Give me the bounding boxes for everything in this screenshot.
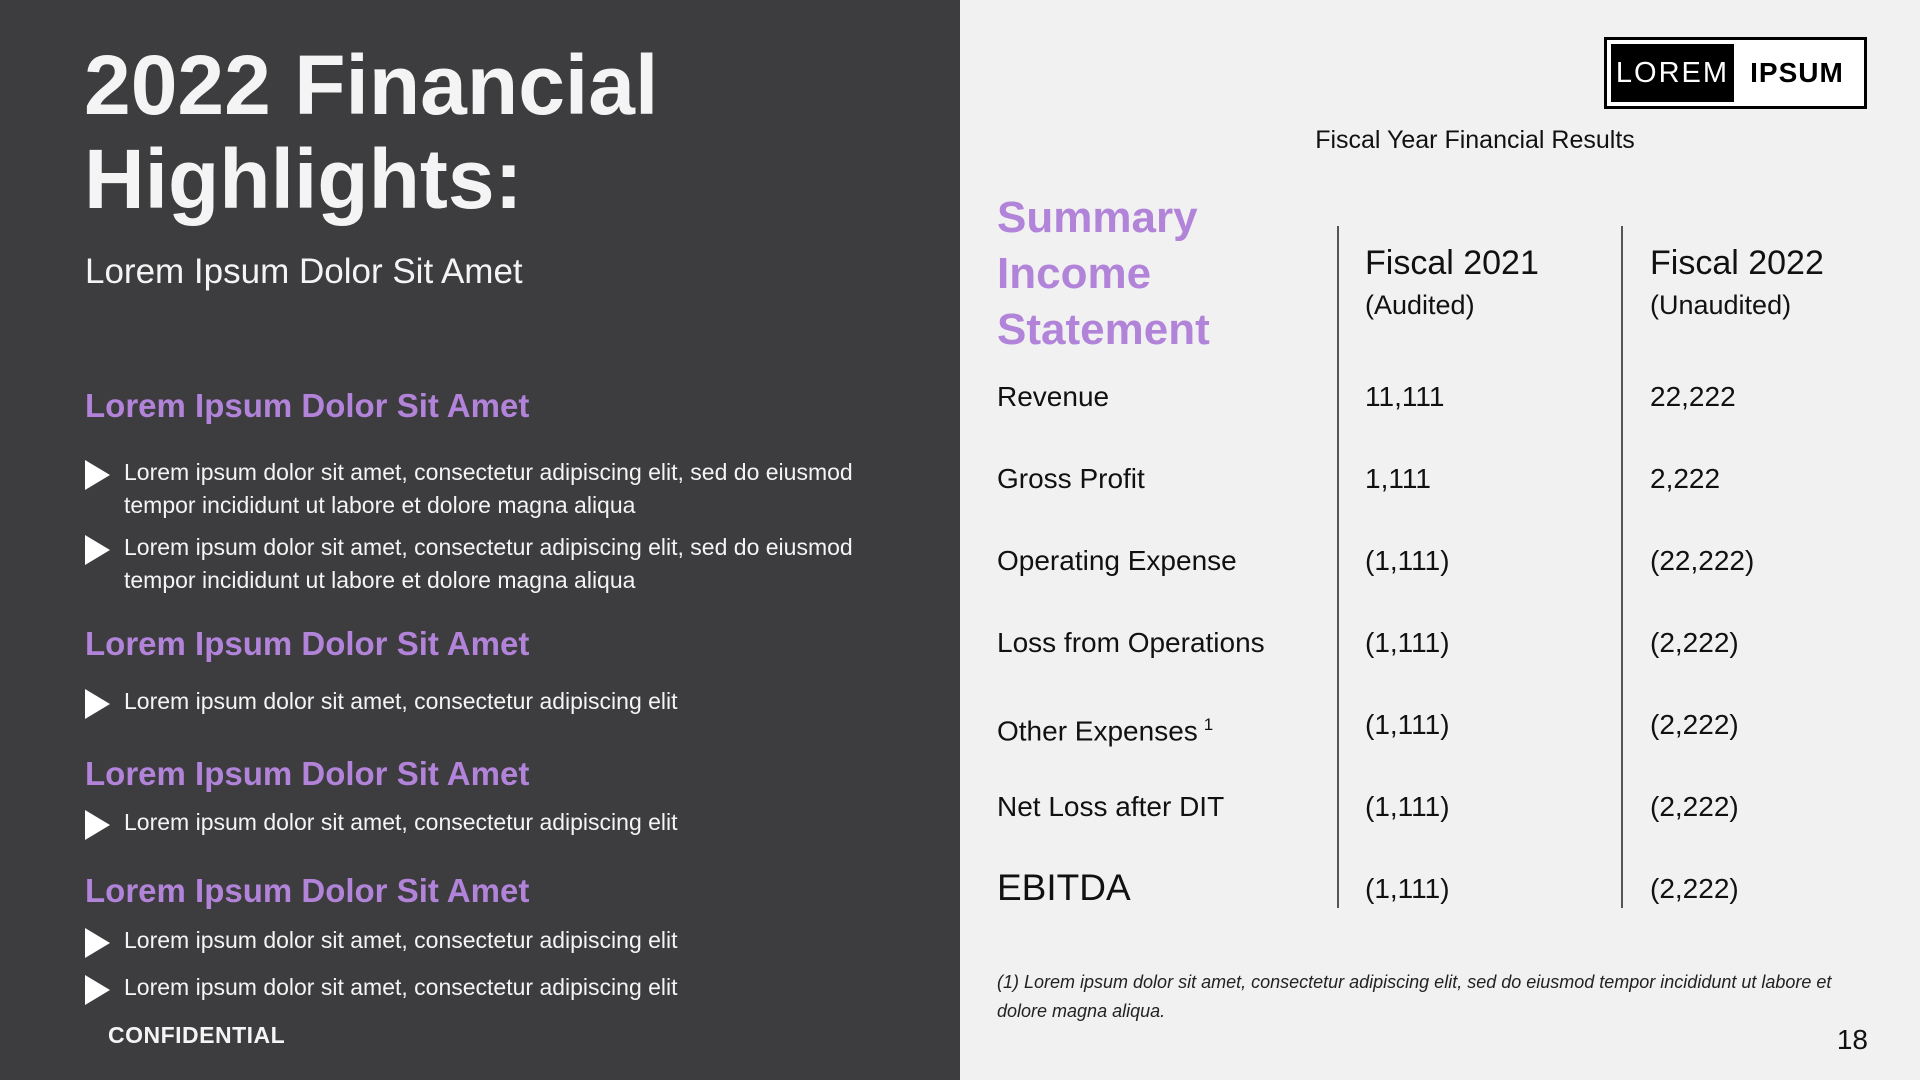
cell-fy2021: 11,111 [1365,381,1445,412]
row-label-operating-expense: Operating Expense [997,545,1237,576]
cell-fy2021: (1,111) [1365,709,1450,740]
cell-fy2022: (2,222) [1650,709,1739,740]
bullet-item [85,456,905,522]
bullet-text: Lorem ipsum dolor sit amet, consectetur adipiscing elit [124,688,678,714]
bullet-item [85,685,905,719]
bullet-text: Lorem ipsum dolor sit amet, consectetur adipiscing elit, sed do eiusmod tempor incididunt ut labore et dolore magna aliqua [124,534,853,593]
bullet-item [85,971,905,1005]
page-title: 2022 Financial Highlights: [84,38,659,226]
bullet-triangle-icon [85,975,110,1005]
company-logo [1604,37,1867,109]
section-heading: Lorem Ipsum Dolor Sit Amet [85,755,530,792]
footnote-marker: 1 [1203,715,1214,734]
statement-title: Summary Income Statement [997,193,1210,354]
bullet-triangle-icon [85,689,110,719]
bullet-triangle-icon [85,460,110,490]
logo-right-text: IPSUM [1750,57,1844,88]
column-divider [1337,226,1339,908]
cell-fy2021: 1,111 [1365,463,1431,494]
results-title: Fiscal Year Financial Results [1315,126,1635,154]
row-label-net-loss: Net Loss after DIT [997,791,1225,822]
cell-fy2021: (1,111) [1365,791,1450,822]
bullet-triangle-icon [85,535,110,565]
column-note: (Audited) [1365,290,1475,320]
bullet-text: Lorem ipsum dolor sit amet, consectetur adipiscing elit [124,809,678,835]
footnote-text: (1) Lorem ipsum dolor sit amet, consectetur adipiscing elit, sed do eiusmod tempor incididunt ut labore et dolore magna aliqua. [997,972,1832,1021]
cell-fy2021: (1,111) [1365,545,1450,576]
row-label-loss-from-operations: Loss from Operations [997,627,1265,658]
confidential-label: CONFIDENTIAL [108,1022,286,1048]
row-label-revenue: Revenue [997,381,1110,412]
bullet-triangle-icon [85,928,110,958]
column-title: Fiscal 2021 [1365,244,1539,282]
cell-fy2021: (1,111) [1365,873,1450,904]
column-title: Fiscal 2022 [1650,244,1824,282]
column-note: (Unaudited) [1650,290,1792,320]
bullet-item [85,924,905,958]
cell-fy2021: (1,111) [1365,627,1450,658]
column-header-fiscal-2021 [1365,242,1539,326]
bullet-text: Lorem ipsum dolor sit amet, consectetur adipiscing elit, sed do eiusmod tempor incididunt ut labore et dolore magna aliqua [124,459,853,518]
cell-fy2022: (22,222) [1650,545,1755,576]
page-subtitle: Lorem Ipsum Dolor Sit Amet [85,252,523,291]
bullet-text: Lorem ipsum dolor sit amet, consectetur adipiscing elit [124,974,678,1000]
right-panel [960,0,1920,1080]
row-label-text: Other Expenses [997,715,1198,747]
bullet-item [85,806,905,840]
page-number-text: 18 [1836,1024,1868,1055]
logo-left-text: LOREM [1611,44,1734,102]
section-heading: Lorem Ipsum Dolor Sit Amet [85,387,530,424]
row-label-gross-profit: Gross Profit [997,463,1145,494]
section-heading: Lorem Ipsum Dolor Sit Amet [85,872,530,909]
cell-fy2022: 2,222 [1650,463,1721,494]
cell-fy2022: (2,222) [1650,627,1739,658]
bullet-item [85,531,905,597]
row-label-ebitda: EBITDA [997,867,1131,908]
bullet-text: Lorem ipsum dolor sit amet, consectetur adipiscing elit [124,927,678,953]
cell-fy2022: (2,222) [1650,791,1739,822]
row-label-other-expenses [997,707,1213,749]
cell-fy2022: 22,222 [1650,381,1736,412]
cell-fy2022: (2,222) [1650,873,1739,904]
column-header-fiscal-2022 [1650,242,1824,326]
bullet-triangle-icon [85,810,110,840]
column-divider [1621,226,1623,908]
section-heading: Lorem Ipsum Dolor Sit Amet [85,625,530,662]
